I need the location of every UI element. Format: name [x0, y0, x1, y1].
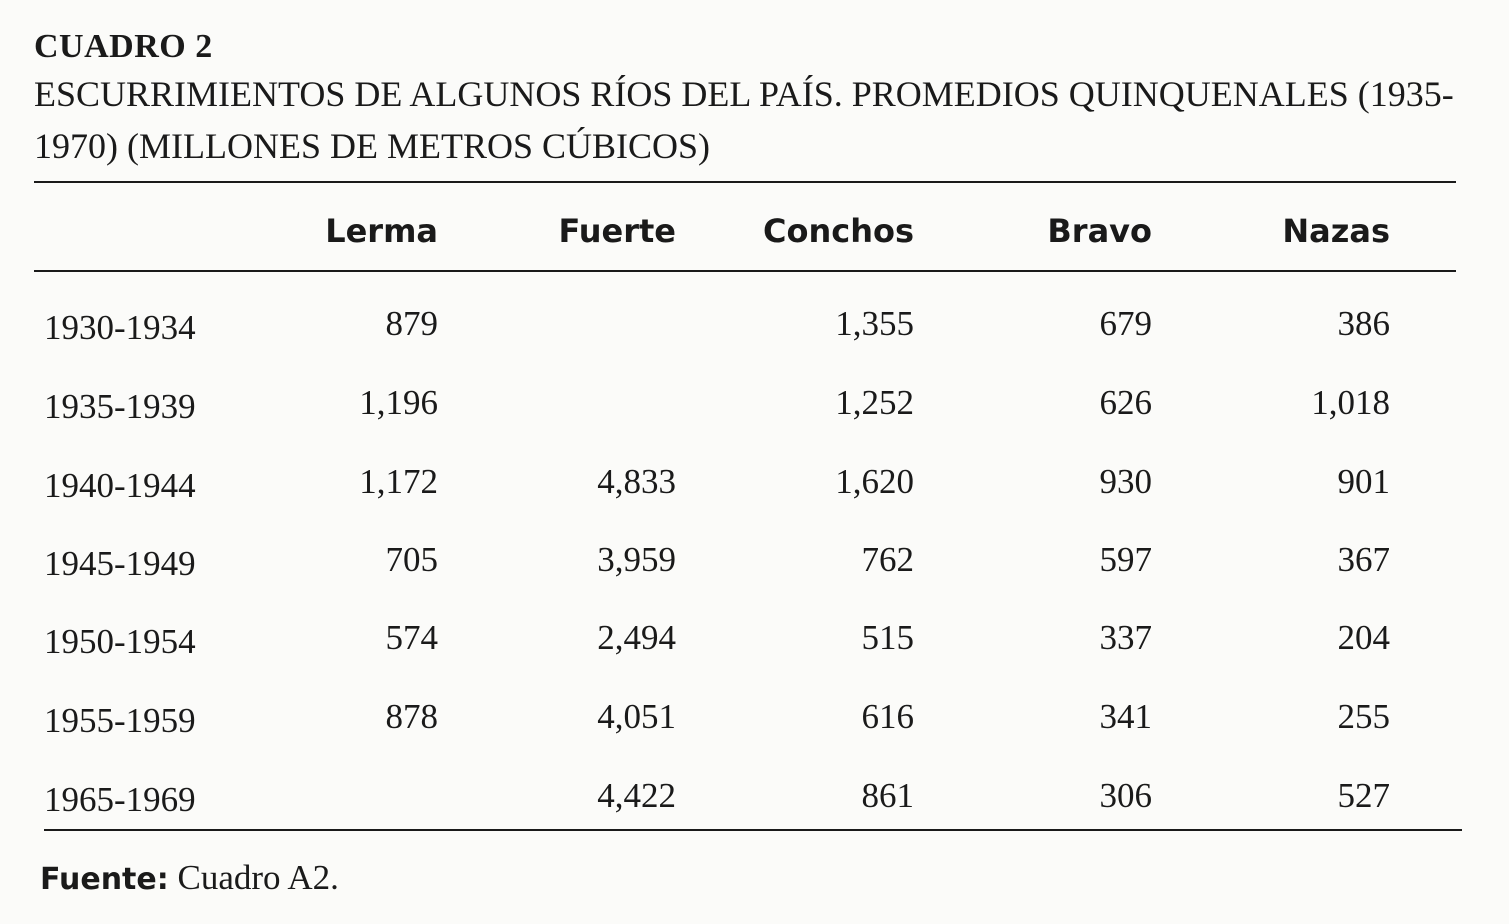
table-cell: 762: [861, 540, 914, 579]
table-cell: 255: [1337, 697, 1390, 736]
table-cell: 367: [1337, 540, 1390, 579]
column-header-lerma: Lerma: [325, 212, 438, 250]
column-header-bravo: Bravo: [1047, 212, 1152, 250]
table-cell: 341: [1099, 697, 1152, 736]
table-cell: 386: [1337, 304, 1390, 343]
table-cell: 679: [1099, 304, 1152, 343]
table-cell: 4,422: [597, 776, 676, 815]
table-cell: 616: [861, 697, 914, 736]
row-period-label: 1945-1949: [44, 544, 196, 583]
table-cell: 597: [1099, 540, 1152, 579]
table-cell: 901: [1337, 462, 1390, 501]
table-cell: 2,494: [597, 618, 676, 657]
table-cell: 1,196: [359, 383, 438, 422]
table-cell: 1,620: [835, 462, 914, 501]
source-note: [40, 858, 339, 898]
bottom-rule: [44, 829, 1462, 831]
table-cell: 878: [385, 697, 438, 736]
table-cell: 337: [1099, 618, 1152, 657]
table-cell: 306: [1099, 776, 1152, 815]
column-header-fuerte: Fuerte: [558, 212, 676, 250]
table-cell: 1,355: [835, 304, 914, 343]
header-rule: [34, 270, 1456, 272]
table-cell: 930: [1099, 462, 1152, 501]
table-cell: 879: [385, 304, 438, 343]
source-text: Cuadro A2.: [177, 858, 339, 897]
table-cell: 861: [861, 776, 914, 815]
row-period-label: 1965-1969: [44, 780, 196, 819]
row-period-label: 1935-1939: [44, 387, 196, 426]
table-label: CUADRO 2: [34, 28, 213, 65]
table-cell: 527: [1337, 776, 1390, 815]
top-rule: [34, 181, 1456, 183]
table-cell: 705: [385, 540, 438, 579]
row-period-label: 1950-1954: [44, 622, 196, 661]
table-cell: 1,172: [359, 462, 438, 501]
table-cell: 574: [385, 618, 438, 657]
table-cell: 515: [861, 618, 914, 657]
column-header-conchos: Conchos: [762, 212, 914, 250]
table-cell: 3,959: [597, 540, 676, 579]
row-period-label: 1940-1944: [44, 466, 196, 505]
table-cell: 4,051: [597, 697, 676, 736]
table-title: ESCURRIMIENTOS DE ALGUNOS RÍOS DEL PAÍS. PROMEDIOS QUINQUENALES (1935-1970) (MILLONES DE METROS CÚBICOS): [34, 74, 1454, 166]
table-cell: 1,252: [835, 383, 914, 422]
table-cell: 204: [1337, 618, 1390, 657]
table-cell: 4,833: [597, 462, 676, 501]
row-period-label: 1930-1934: [44, 308, 196, 347]
column-header-nazas: Nazas: [1282, 212, 1390, 250]
row-period-label: 1955-1959: [44, 701, 196, 740]
source-label: Fuente:: [40, 862, 169, 897]
table-cell: 626: [1099, 383, 1152, 422]
table-cell: 1,018: [1311, 383, 1390, 422]
